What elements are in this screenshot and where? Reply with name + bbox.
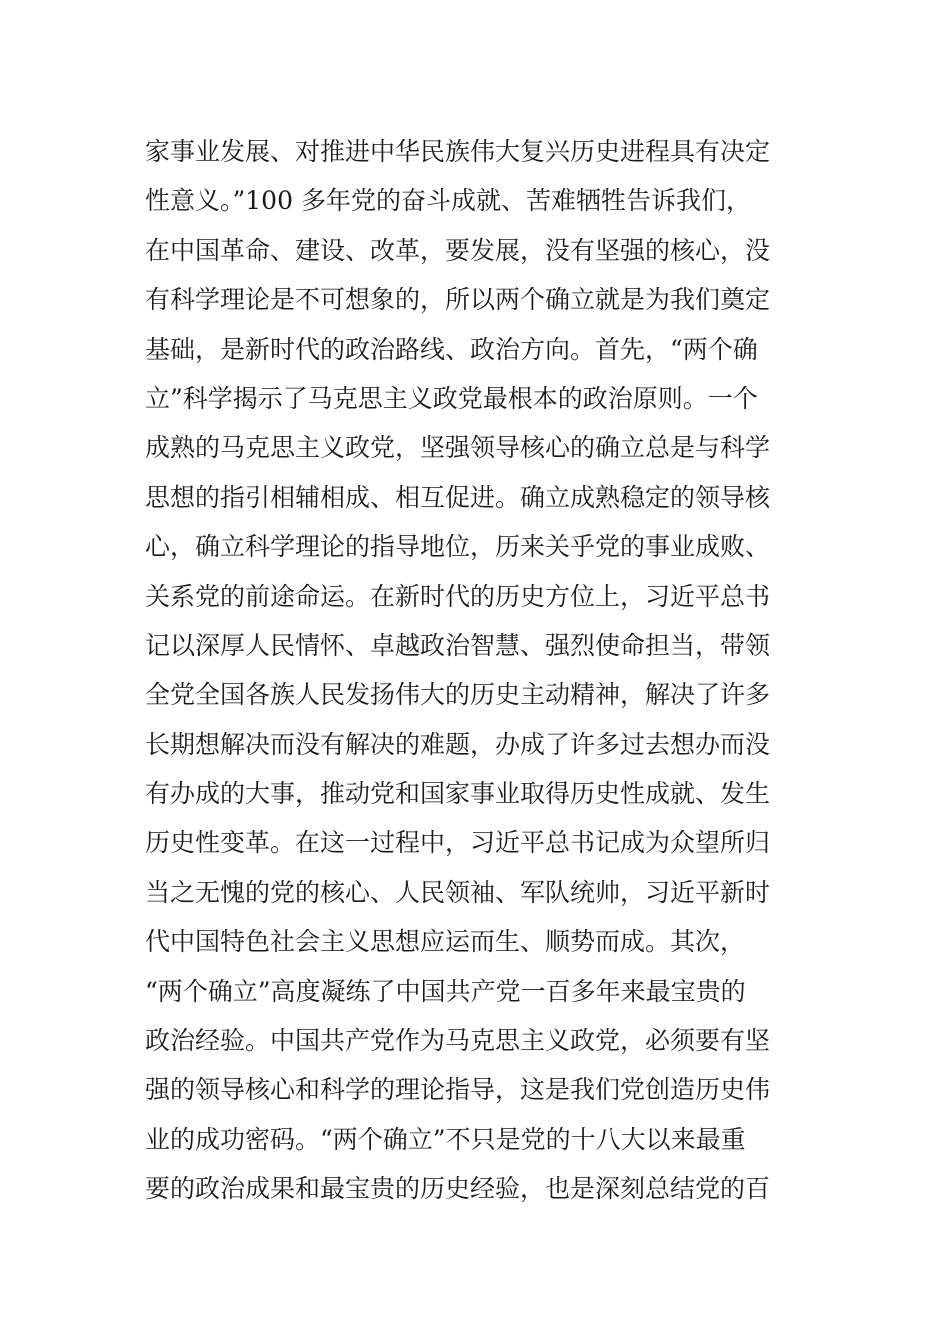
text-line: 强的领导核心和科学的理论指导，这是我们党创造历史伟	[145, 1075, 771, 1105]
text-line: 政治经验。中国共产党作为马克思主义政党，必须要有坚	[145, 1026, 771, 1056]
text-line: 要的政治成果和最宝贵的历史经验，也是深刻总结党的百	[145, 1174, 771, 1204]
text-line: 立”科学揭示了马克思主义政党最根本的政治原则。一个	[145, 383, 758, 413]
text-line: 成熟的马克思主义政党，坚强领导核心的确立总是与科学	[145, 433, 771, 463]
text-line: 代中国特色社会主义思想应运而生、顺势而成。其次，	[145, 927, 746, 957]
text-line: 家事业发展、对推进中华民族伟大复兴历史进程具有决定	[145, 137, 771, 166]
text-line: 记以深厚人民情怀、卓越政治智慧、强烈使命担当，带领	[145, 630, 771, 660]
text-line: 有办成的大事，推动党和国家事业取得历史性成就、发生	[145, 779, 771, 809]
text-line: 在中国革命、建设、改革，要发展，没有坚强的核心，没	[145, 235, 771, 265]
text-line: “两个确立”高度凝练了中国共产党一百多年来最宝贵的	[145, 976, 746, 1006]
text-line: 全党全国各族人民发扬伟大的历史主动精神，解决了许多	[145, 680, 771, 710]
text-line: 当之无愧的党的核心、人民领袖、军队统帅，习近平新时	[145, 877, 771, 907]
text-line: 历史性变革。在这一过程中，习近平总书记成为众望所归	[145, 828, 771, 858]
text-line: 关系党的前途命运。在新时代的历史方位上，习近平总书	[145, 581, 771, 611]
text-line: 长期想解决而没有解决的难题，办成了许多过去想办而没	[145, 729, 771, 759]
text-line: 性意义。”100 多年党的奋斗成就、苦难牺牲告诉我们，	[145, 186, 751, 216]
text-line: 基础，是新时代的政治路线、政治方向。首先，“两个确	[145, 334, 758, 364]
body-paragraph	[145, 133, 815, 1220]
text-line: 思想的指引相辅相成、相互促进。确立成熟稳定的领导核	[145, 482, 771, 512]
text-line: 业的成功密码。“两个确立”不只是党的十八大以来最重	[145, 1124, 746, 1154]
text-line: 心，确立科学理论的指导地位，历来关乎党的事业成败、	[145, 532, 771, 562]
text-line: 有科学理论是不可想象的，所以两个确立就是为我们奠定	[145, 285, 771, 315]
